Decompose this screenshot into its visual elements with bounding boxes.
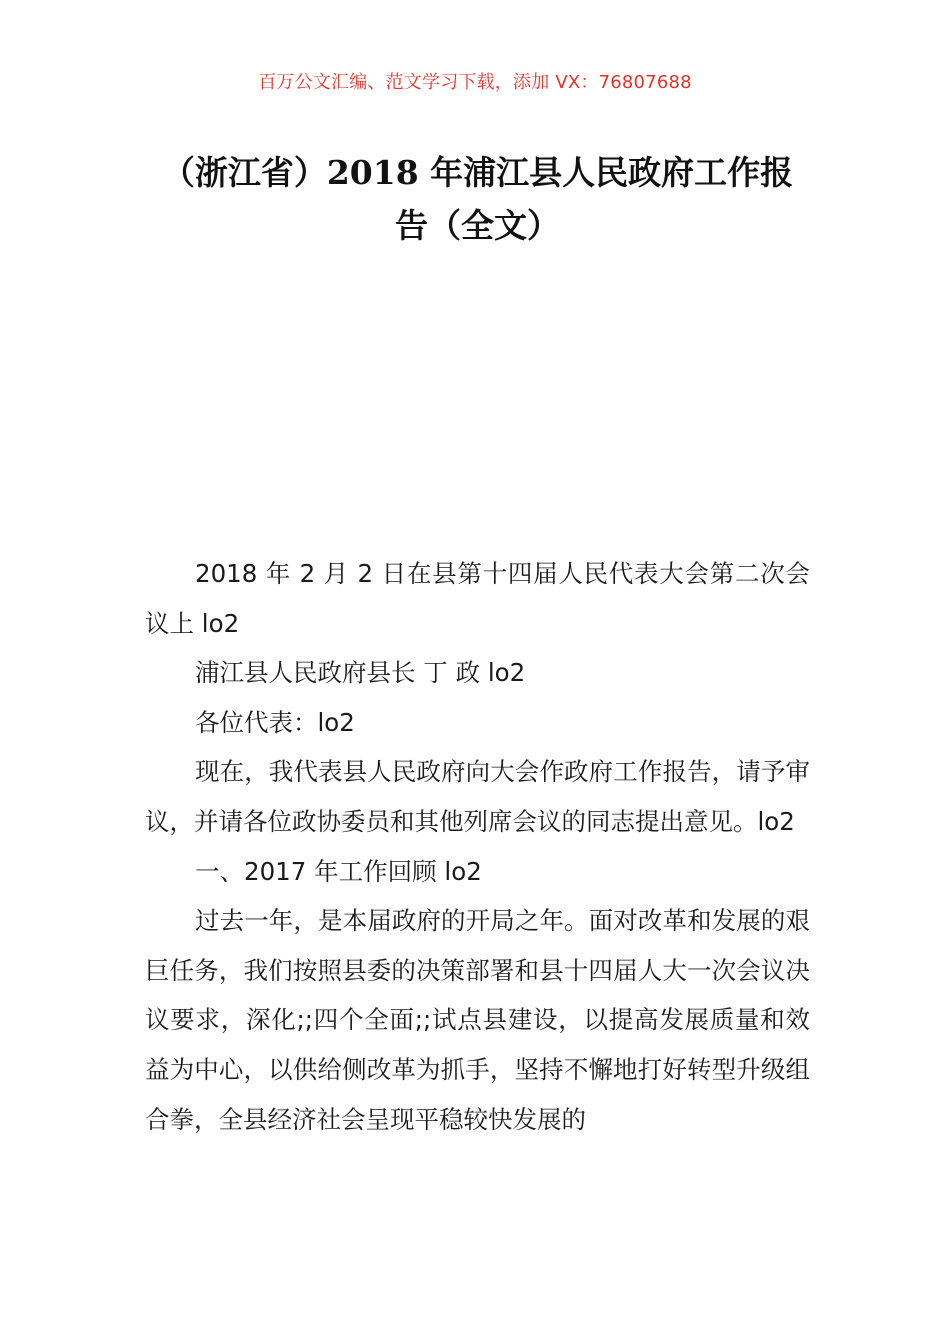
document-body xyxy=(145,549,810,1144)
paragraph-salutation: 各位代表：lo2 xyxy=(195,707,355,737)
paragraph-meeting-date: 2018 年 2 月 2 日在县第十四届人民代表大会第二次会议上 lo2 xyxy=(145,559,810,638)
document-title xyxy=(145,146,810,252)
title-line-1: （浙江省）2018 年浦江县人民政府工作报 xyxy=(161,153,794,192)
paragraph-review-body: 过去一年，是本届政府的开局之年。面对改革和发展的艰巨任务，我们按照县委的决策部署和县十四届人大一次会议决议要求，深化;;四个全面;;试点县建设，以提高发展质量和效益为中心，以供给侧改革为抓手，坚持不懈地打好转型升级组合拳，全县经济社会呈现平稳较快发展的 xyxy=(145,906,810,1134)
paragraph-intro: 现在，我代表县人民政府向大会作政府工作报告，请予审议，并请各位政协委员和其他列席会议的同志提出意见。lo2 xyxy=(145,757,810,836)
title-line-2: 告（全文） xyxy=(395,206,560,245)
header-watermark-note: 百万公文汇编、范文学习下载，添加 VX：76807688 xyxy=(258,72,692,93)
section-heading-review: 一、2017 年工作回顾 lo2 xyxy=(195,856,482,886)
paragraph-speaker: 浦江县人民政府县长 丁 政 lo2 xyxy=(195,658,526,688)
